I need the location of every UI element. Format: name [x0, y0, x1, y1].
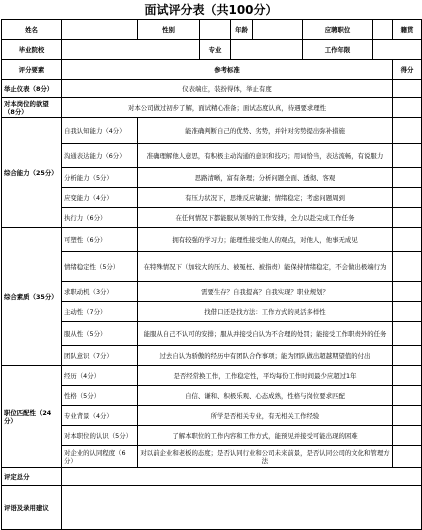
suggestion-row: [2, 486, 422, 530]
score-input-cell[interactable]: [393, 228, 422, 252]
score-input-cell[interactable]: [393, 168, 422, 188]
years-field[interactable]: [373, 40, 422, 60]
score-input-cell[interactable]: [393, 98, 422, 118]
criteria-text: 需要生存？自我提高？自我实现？职业规划？: [138, 282, 393, 302]
criteria-text: 拥有较强的学习力；能理性接受他人的观点，对他人，他事无成见: [138, 228, 393, 252]
age-label: 年龄: [231, 20, 253, 40]
score-input-cell[interactable]: [393, 386, 422, 406]
criteria-sub-label: 性格（5分）: [62, 386, 138, 406]
criteria-text: 能准确判断自己的优势、劣势，并针对劣势提出弥补措施: [138, 118, 393, 144]
score-input-cell[interactable]: [393, 282, 422, 302]
position-field[interactable]: [373, 20, 393, 40]
criteria-sub-label: 情绪稳定性（5分）: [62, 252, 138, 282]
standard-col-header: 参考标准: [62, 60, 393, 80]
criteria-text: 所学是否相关专业，有无相关工作经验: [138, 406, 393, 426]
school-field[interactable]: [62, 40, 200, 60]
origin-label: 籍贯: [393, 20, 422, 40]
criteria-text: 在任何情况下都能服从领导的工作安排，全力以赴完成工作任务: [138, 208, 393, 228]
criteria-text: 能服从自己不认可的安排；服从并接受自认为不合理的处罚；能接受工作职责外的任务: [138, 322, 393, 346]
total-score-label: 评定总分: [2, 468, 62, 486]
score-table-body: [2, 20, 422, 530]
criteria-text: 对以前企业和老板的态度；是否认同行业和公司未来前景，是否认同公司的文化和管理方法: [138, 446, 393, 468]
criteria-text: 对本公司做过初步了解，面试精心准备；面试态度认真，待遇要求理性: [62, 98, 393, 118]
section-label: 举止仪表（8分）: [2, 80, 62, 98]
criteria-sub-label: 应变能力（4分）: [62, 188, 138, 208]
criteria-row: [2, 98, 422, 118]
criteria-row: [2, 252, 422, 282]
criteria-row: [2, 168, 422, 188]
criteria-text: 自信、谦和、积极乐观、心态成熟，性格与岗位要求匹配: [138, 386, 393, 406]
criteria-sub-label: 经历（4分）: [62, 366, 138, 386]
major-field[interactable]: [231, 40, 303, 60]
criteria-sub-label: 沟通表达能力（6分）: [62, 144, 138, 168]
suggestion-field[interactable]: [62, 486, 422, 530]
school-label: 毕业院校: [2, 40, 62, 60]
score-table: [1, 19, 422, 530]
criteria-row: [2, 282, 422, 302]
criteria-sub-label: 自我认知能力（4分）: [62, 118, 138, 144]
score-input-cell[interactable]: [393, 252, 422, 282]
section-label: 职位匹配性（24分）: [2, 366, 62, 468]
score-input-cell[interactable]: [393, 188, 422, 208]
score-input-cell[interactable]: [393, 346, 422, 366]
score-input-cell[interactable]: [393, 426, 422, 446]
criteria-row: [2, 188, 422, 208]
criteria-text: 思路清晰，富有条理；分析问题全面、透彻、客观: [138, 168, 393, 188]
criteria-row: [2, 366, 422, 386]
criteria-row: [2, 208, 422, 228]
criteria-row: [2, 446, 422, 468]
criteria-row: [2, 80, 422, 98]
score-input-cell[interactable]: [393, 80, 422, 98]
criteria-row: [2, 118, 422, 144]
criteria-row: [2, 228, 422, 252]
score-input-cell[interactable]: [393, 208, 422, 228]
criteria-text: 有压力状况下，思维反应敏捷；情绪稳定；考虑问题周到: [138, 188, 393, 208]
header-row-education: [2, 40, 422, 60]
years-label: 工作年限: [303, 40, 373, 60]
score-input-cell[interactable]: [393, 322, 422, 346]
section-label: 综合能力（25分）: [2, 118, 62, 228]
major-label: 专业: [200, 40, 231, 60]
section-label: 综合素质（35分）: [2, 228, 62, 366]
criteria-sub-label: 团队意识（7分）: [62, 346, 138, 366]
criteria-text: 找借口还是找方法：工作方式的灵活多样性: [138, 302, 393, 322]
criteria-sub-label: 服从性（5分）: [62, 322, 138, 346]
name-field[interactable]: [62, 20, 138, 40]
criteria-sub-label: 专业背景（4分）: [62, 406, 138, 426]
score-input-cell[interactable]: [393, 118, 422, 144]
criteria-sub-label: 分析能力（5分）: [62, 168, 138, 188]
score-input-cell[interactable]: [393, 446, 422, 468]
criteria-row: [2, 406, 422, 426]
gender-field[interactable]: [200, 20, 231, 40]
criteria-text: 仪表端庄，装扮得体，举止有度: [62, 80, 393, 98]
criteria-row: [2, 302, 422, 322]
sheet-title: 面试评分表（共100分）: [144, 3, 278, 17]
score-input-cell[interactable]: [393, 406, 422, 426]
criteria-sub-label: 主动性（7分）: [62, 302, 138, 322]
criteria-sub-label: 求职动机（3分）: [62, 282, 138, 302]
criteria-col-header: 评分要素: [2, 60, 62, 80]
criteria-sub-label: 执行力（6分）: [62, 208, 138, 228]
criteria-sub-label: 对本职位的认识（5分）: [62, 426, 138, 446]
score-col-header: 得分: [393, 60, 422, 80]
score-input-cell[interactable]: [393, 144, 422, 168]
total-row: [2, 468, 422, 486]
age-field[interactable]: [253, 20, 303, 40]
criteria-row: [2, 386, 422, 406]
criteria-row: [2, 322, 422, 346]
criteria-text: 过去自认为骄傲的经历中有团队合作事项；能为团队做出超越期望值的付出: [138, 346, 393, 366]
column-header-row: [2, 60, 422, 80]
suggestion-label: 评语及录用建议: [2, 486, 62, 530]
position-label: 应聘职位: [303, 20, 373, 40]
criteria-row: [2, 426, 422, 446]
total-score-field[interactable]: [62, 468, 422, 486]
criteria-text: 准确理解他人意思，有积极主动沟通的意识和技巧；用词恰当，表达流畅，有说服力: [138, 144, 393, 168]
score-input-cell[interactable]: [393, 302, 422, 322]
section-label: 对本岗位的欲望（8分）: [2, 98, 62, 118]
score-input-cell[interactable]: [393, 366, 422, 386]
criteria-row: [2, 346, 422, 366]
criteria-sub-label: 对企业的认同程度（6分）: [62, 446, 138, 468]
criteria-text: 是否经常换工作，工作稳定性，平均每份工作时间最少应超过1年: [138, 366, 393, 386]
criteria-sub-label: 可塑性（6分）: [62, 228, 138, 252]
header-row-personal: [2, 20, 422, 40]
gender-label: 性别: [138, 20, 200, 40]
criteria-text: 了解本职位的工作内容和工作方式，能预见并接受可能出现的困难: [138, 426, 393, 446]
name-label: 姓名: [2, 20, 62, 40]
criteria-row: [2, 144, 422, 168]
criteria-text: 在特殊情况下（加较大的压力、被冤枉、被指责）能保持情绪稳定，不会做出极端行为: [138, 252, 393, 282]
